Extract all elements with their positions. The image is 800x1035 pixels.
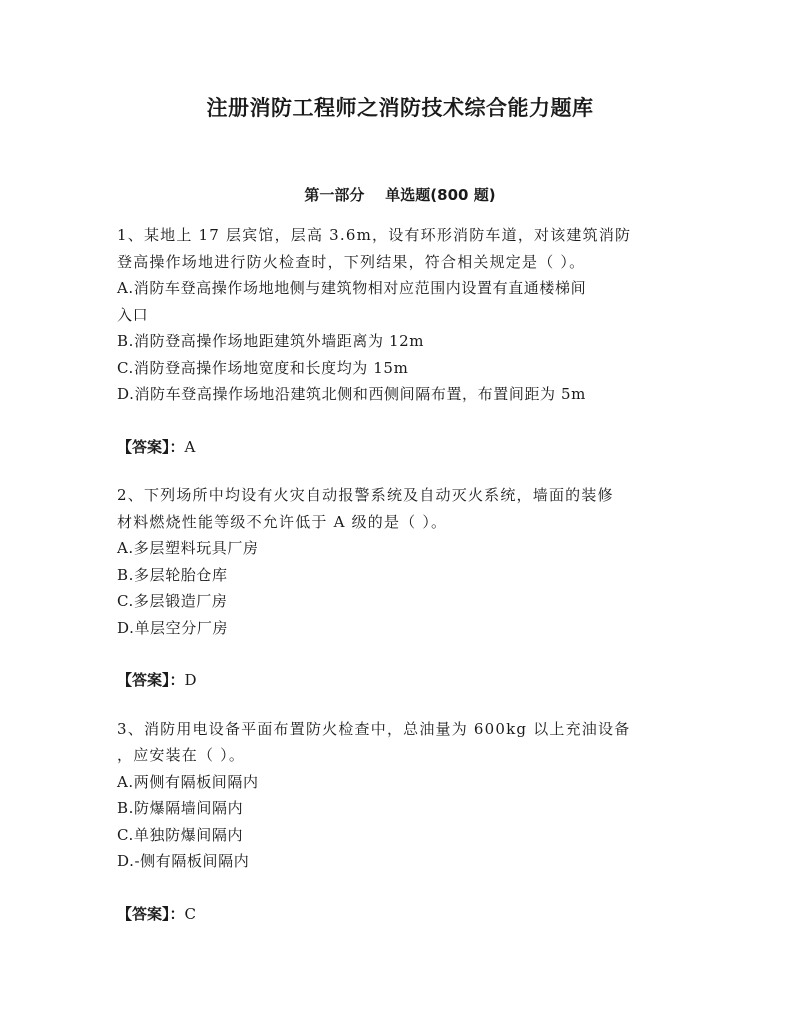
answer-value: C xyxy=(184,904,196,923)
option-a-continued: 入口 xyxy=(117,305,149,324)
option-a: A.两侧有隔板间隔内 xyxy=(117,772,259,791)
question-list xyxy=(117,222,687,949)
option-d: D.-侧有隔板间隔内 xyxy=(117,852,250,870)
option-b: B.多层轮胎仓库 xyxy=(117,565,228,584)
option-d: D.单层空分厂房 xyxy=(117,618,229,637)
option-b: B.消防登高操作场地距建筑外墙距离为 12m xyxy=(117,332,425,350)
option-a: A.消防车登高操作场地地侧与建筑物相对应范围内设置有直通楼梯间 xyxy=(117,279,587,297)
answer-line xyxy=(117,901,687,928)
answer-label: 【答案】： xyxy=(117,437,185,456)
question-stem-line: ，应安装在（ ）。 xyxy=(117,746,246,764)
answer-label: 【答案】： xyxy=(117,904,185,923)
question-stem-line: 登高操作场地进行防火检查时，下列结果，符合相关规定是（ ）。 xyxy=(117,252,586,271)
option-a: A.多层塑料玩具厂房 xyxy=(117,539,259,557)
option-b: B.防爆隔墙间隔内 xyxy=(117,799,244,817)
question-1 xyxy=(117,222,687,460)
option-d: D.消防车登高操作场地沿建筑北侧和西侧间隔布置，布置间距为 5m xyxy=(117,385,586,403)
option-c: C.消防登高操作场地宽度和长度均为 15m xyxy=(117,358,409,377)
answer-line xyxy=(117,667,687,694)
question-stem-line: 材料燃烧性能等级不允许低于 A 级的是（ ）。 xyxy=(117,512,448,531)
question-2 xyxy=(117,482,687,694)
document-title: 注册消防工程师之消防技术综合能力题库 xyxy=(206,96,594,120)
answer-label: 【答案】： xyxy=(117,671,185,689)
question-stem-line: 1、某地上 17 层宾馆，层高 3.6m，设有环形消防车道，对该建筑消防 xyxy=(117,226,632,244)
question-3 xyxy=(117,716,687,928)
section-heading: 第一部分 单选题(800 题) xyxy=(304,186,496,204)
question-stem-line: 3、消防用电设备平面布置防火检查中，总油量为 600kg 以上充油设备 xyxy=(117,719,631,738)
answer-line xyxy=(117,434,687,461)
option-c: C.单独防爆间隔内 xyxy=(117,825,244,844)
question-stem-line: 2、下列场所中均设有火灾自动报警系统及自动灭火系统，墙面的装修 xyxy=(117,486,614,504)
answer-value: A xyxy=(184,437,196,456)
answer-value: D xyxy=(184,671,197,689)
option-c: C.多层锻造厂房 xyxy=(117,592,228,610)
